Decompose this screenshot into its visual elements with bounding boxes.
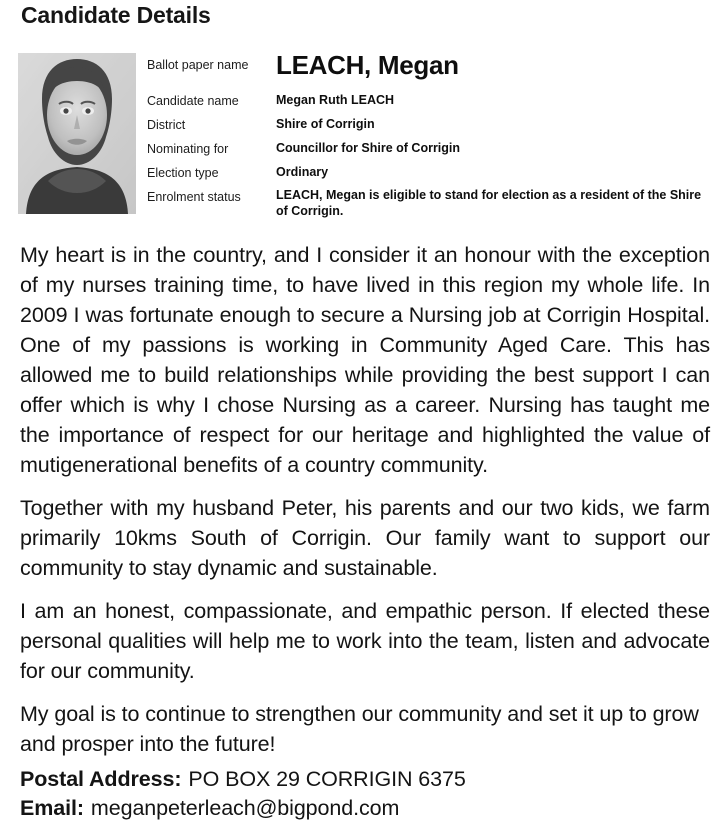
detail-label: Election type <box>147 166 219 180</box>
email-line <box>20 794 710 823</box>
email-value: meganpeterleach@bigpond.com <box>90 796 400 820</box>
page-title: Candidate Details <box>21 2 211 28</box>
detail-value: Councillor for Shire of Corrigin <box>276 141 461 155</box>
statement-paragraph: Together with my husband Peter, his parents and our two kids, we farm primarily 10kms South of Corrigin. Our family want to support our community to stay dynamic and sustainable. <box>20 496 710 580</box>
detail-label: Ballot paper name <box>147 58 249 72</box>
detail-label: Nominating for <box>147 142 229 156</box>
detail-row-ballot-paper-name <box>147 51 712 79</box>
detail-value: Shire of Corrigin <box>276 117 375 131</box>
email-label: Email: <box>20 796 84 820</box>
detail-value: LEACH, Megan is eligible to stand for election as a resident of the Shire of Corrigin. <box>276 188 702 218</box>
detail-label: Enrolment status <box>147 190 241 204</box>
statement-paragraph: My heart is in the country, and I consider it an honour with the exception of my nurses training time, to have lived in this region my whole life. In 2009 I was fortunate enough to secure a Nursing job at Corrigin Hospital. One of my passions is working in Community Aged Care. This has allowed me to build relationships while providing the best support I can offer which is why I chose Nursing as a career. Nursing has taught me the importance of respect for our heritage and highlighted the value of mutigenerational benefits of a country community. <box>20 243 710 477</box>
detail-value: LEACH, Megan <box>276 50 459 80</box>
detail-row-district <box>147 116 712 133</box>
detail-value: Megan Ruth LEACH <box>276 93 395 107</box>
candidate-statement <box>20 240 710 772</box>
detail-value: Ordinary <box>276 165 329 179</box>
contact-details <box>20 765 710 823</box>
statement-paragraph: My goal is to continue to strengthen our community and set it up to grow and prosper into the future! <box>20 702 699 756</box>
postal-address-value: PO BOX 29 CORRIGIN 6375 <box>188 767 466 791</box>
detail-label: District <box>147 118 186 132</box>
detail-label: Candidate name <box>147 94 239 108</box>
postal-address-label: Postal Address: <box>20 767 182 791</box>
candidate-photo <box>18 53 136 214</box>
detail-rows <box>147 51 712 226</box>
portrait-image <box>18 53 136 214</box>
detail-row-election-type <box>147 164 712 181</box>
detail-row-nominating-for <box>147 140 712 157</box>
detail-row-candidate-name <box>147 92 712 109</box>
statement-paragraph: I am an honest, compassionate, and empathic person. If elected these personal qualities will help me to work into the team, listen and advocate for our community. <box>20 599 710 683</box>
postal-address-line <box>20 765 710 794</box>
detail-row-enrolment-status <box>147 188 712 219</box>
